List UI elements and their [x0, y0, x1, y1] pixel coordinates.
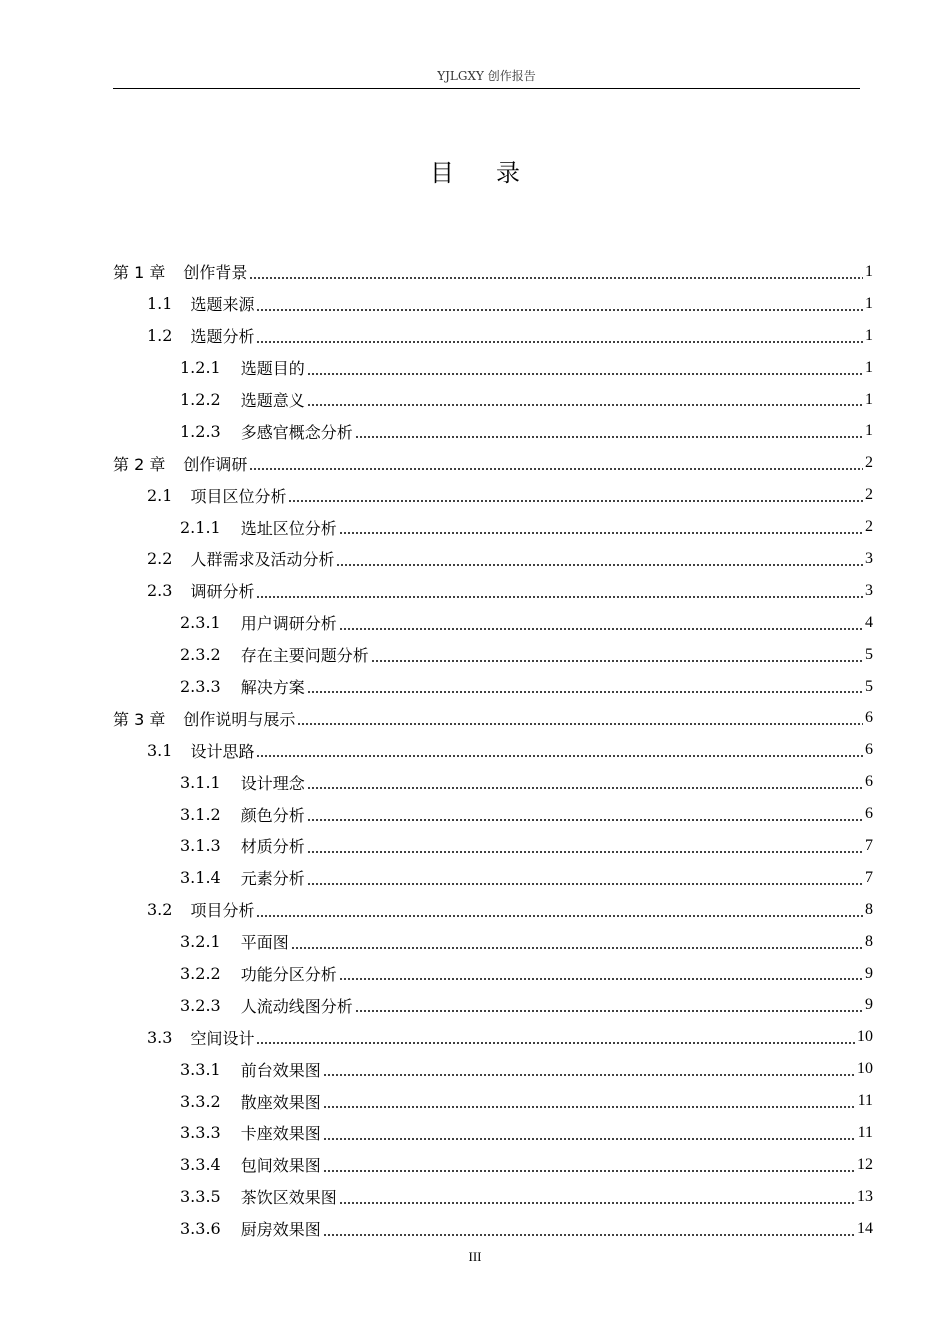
toc-entry-page: 5 [865, 677, 873, 695]
toc-entry-number: 2.3.1 [180, 613, 221, 633]
toc-entry-number: 2.3.3 [180, 677, 221, 697]
toc-entry[interactable] [113, 1085, 873, 1117]
toc-entry[interactable] [113, 352, 873, 384]
toc-entry[interactable] [113, 543, 873, 575]
toc-entry-label: 颜色分析 [240, 805, 305, 825]
toc-entry-number: 3.1.3 [180, 836, 221, 856]
toc-leader-dots [256, 596, 863, 598]
toc-entry-label: 设计思路 [190, 741, 255, 761]
toc-leader-dots [355, 1010, 863, 1012]
toc-entry-page: 7 [865, 868, 873, 886]
toc-entry-page: 14 [857, 1219, 873, 1237]
toc-entry-page: 11 [857, 1123, 873, 1141]
toc-leader-dots [256, 1042, 855, 1044]
toc-entry-label: 人流动线图分析 [240, 996, 353, 1016]
toc-entry-page: 2 [865, 486, 873, 504]
toc-entry[interactable] [113, 639, 873, 671]
header-text: YJLGXY 创作报告 [437, 69, 536, 83]
toc-entry-page: 1 [865, 358, 873, 376]
toc-leader-dots [256, 341, 863, 343]
toc-entry-label: 选题意义 [240, 391, 305, 410]
toc-leader-dots [339, 532, 863, 534]
toc-entry[interactable] [113, 607, 873, 639]
toc-entry-label: 设计理念 [240, 773, 305, 793]
toc-entry[interactable] [113, 671, 873, 703]
toc-entry-page: 5 [865, 645, 873, 663]
toc-entry-label: 选址区位分析 [240, 518, 337, 538]
toc-leader-dots [256, 309, 863, 311]
page-footer [0, 1248, 950, 1266]
toc-entry-page: 8 [865, 932, 873, 950]
toc-entry-page: 11 [857, 1092, 873, 1110]
toc-entry-number: 1.2.2 [180, 390, 221, 409]
toc-entry-page: 12 [857, 1155, 873, 1173]
toc-leader-dots [291, 947, 863, 949]
toc-leader-dots [307, 851, 863, 853]
toc-entry-label: 材质分析 [240, 837, 305, 857]
toc-entry-number: 3.2.3 [180, 995, 221, 1015]
toc-entry-number: 2.1.1 [180, 517, 221, 537]
toc-leader-dots [339, 1202, 855, 1204]
toc-entry-label: 项目区位分析 [190, 486, 287, 506]
toc-entry-page: 1 [865, 422, 873, 440]
page-header [113, 66, 860, 89]
toc-entry-page: 6 [865, 805, 873, 823]
toc-entry[interactable] [113, 1213, 873, 1245]
toc-leader-dots [355, 436, 863, 438]
toc-entry-page: 1 [865, 262, 873, 280]
toc-entry[interactable] [113, 830, 873, 862]
toc-entry-number: 3.3.3 [180, 1123, 221, 1143]
toc-entry[interactable] [113, 384, 873, 416]
toc-entry-label: 散座效果图 [240, 1092, 321, 1112]
toc-entry[interactable] [113, 734, 873, 766]
toc-leader-dots [249, 277, 863, 279]
toc-entry-page: 6 [865, 773, 873, 791]
toc-entry-number: 第 3 章 [113, 709, 166, 729]
toc-entry[interactable] [113, 798, 873, 830]
toc-entry-number: 1.2.1 [180, 358, 221, 378]
toc-leader-dots [307, 691, 863, 693]
toc-leader-dots [288, 500, 863, 502]
toc-entry-label: 前台效果图 [240, 1060, 321, 1080]
toc-entry-number: 3.3.1 [180, 1059, 221, 1079]
toc-entry-number: 1.2 [147, 326, 173, 346]
toc-entry-label: 平面图 [240, 933, 289, 953]
toc-entry-label: 存在主要问题分析 [240, 646, 369, 666]
toc-entry-page: 6 [865, 741, 873, 759]
toc-leader-dots [339, 978, 863, 980]
toc-entry-label: 调研分析 [190, 582, 255, 602]
toc-entry-page: 9 [865, 996, 873, 1014]
toc-entry-page: 1 [865, 326, 873, 344]
toc-entry-label: 包间效果图 [240, 1156, 321, 1176]
toc-entry[interactable] [113, 989, 873, 1021]
table-of-contents [113, 256, 873, 1245]
toc-leader-dots [336, 564, 863, 566]
toc-entry[interactable] [113, 1021, 873, 1053]
toc-entry-page: 3 [865, 549, 873, 567]
toc-entry[interactable] [113, 1117, 873, 1149]
toc-entry-label: 创作说明与展示 [183, 709, 296, 729]
toc-entry-label: 卡座效果图 [240, 1124, 321, 1144]
toc-entry-number: 3.1 [147, 740, 173, 760]
toc-entry-page: 7 [865, 836, 873, 854]
toc-entry-number: 3.1.4 [180, 868, 221, 888]
toc-leader-dots [323, 1234, 855, 1236]
toc-entry-label: 多感官概念分析 [240, 422, 353, 442]
toc-entry-label: 选题分析 [190, 327, 255, 347]
footer-page-number: III [468, 1249, 482, 1264]
toc-entry-number: 3.3.4 [180, 1155, 221, 1175]
toc-entry-page: 3 [865, 581, 873, 599]
toc-entry-label: 创作背景 [183, 263, 248, 283]
toc-entry-number: 3.2.1 [180, 932, 221, 952]
toc-entry[interactable] [113, 958, 873, 990]
toc-entry[interactable] [113, 702, 873, 734]
toc-leader-dots [307, 404, 863, 406]
toc-entry-number: 2.1 [147, 485, 173, 505]
toc-entry[interactable] [113, 1149, 873, 1181]
toc-entry-label: 选题来源 [190, 295, 255, 315]
toc-entry-page: 2 [865, 454, 873, 472]
toc-leader-dots [323, 1170, 855, 1172]
toc-leader-dots [339, 628, 863, 630]
toc-entry[interactable] [113, 256, 873, 288]
toc-leader-dots [307, 819, 863, 821]
toc-entry-label: 用户调研分析 [240, 614, 337, 634]
toc-entry-number: 第 2 章 [113, 454, 166, 474]
toc-entry-number: 3.3.6 [180, 1219, 221, 1239]
toc-entry[interactable] [113, 575, 873, 607]
toc-entry-label: 功能分区分析 [240, 965, 337, 985]
toc-entry-number: 3.1.2 [180, 804, 221, 824]
toc-entry-page: 1 [865, 294, 873, 312]
toc-entry-label: 选题目的 [240, 359, 305, 379]
toc-leader-dots [297, 723, 863, 725]
toc-entry-number: 3.3 [147, 1027, 173, 1047]
toc-entry[interactable] [113, 926, 873, 958]
toc-entry-number: 3.1.1 [180, 772, 221, 792]
toc-entry[interactable] [113, 766, 873, 798]
toc-leader-dots [323, 1106, 856, 1108]
toc-entry-page: 9 [865, 964, 873, 982]
toc-entry-page: 13 [857, 1187, 873, 1205]
toc-entry-label: 解决方案 [240, 678, 305, 698]
toc-entry-label: 厨房效果图 [240, 1220, 321, 1240]
toc-entry-page: 1 [865, 390, 873, 408]
page-title: 目录 [430, 159, 562, 187]
toc-leader-dots [307, 883, 863, 885]
toc-entry-number: 3.3.2 [180, 1091, 221, 1111]
toc-leader-dots [323, 1138, 856, 1140]
toc-entry[interactable] [113, 894, 873, 926]
toc-entry-number: 1.1 [147, 294, 173, 314]
toc-entry-page: 2 [865, 518, 873, 536]
toc-entry-label: 茶饮区效果图 [240, 1188, 337, 1208]
toc-entry-number: 2.2 [147, 549, 173, 569]
toc-entry-number: 3.2 [147, 900, 173, 920]
toc-entry[interactable] [113, 479, 873, 511]
toc-entry[interactable] [113, 320, 873, 352]
toc-entry[interactable] [113, 511, 873, 543]
toc-leader-dots [307, 373, 863, 375]
toc-entry-number: 2.3.2 [180, 645, 221, 665]
toc-leader-dots [249, 468, 863, 470]
toc-entry[interactable] [113, 288, 873, 320]
toc-entry-number: 第 1 章 [113, 263, 166, 283]
toc-leader-dots [256, 755, 863, 757]
toc-entry-page: 6 [865, 709, 873, 727]
toc-entry-page: 10 [857, 1060, 873, 1078]
toc-entry[interactable] [113, 1053, 873, 1085]
toc-entry-number: 1.2.3 [180, 421, 221, 441]
toc-entry-label: 人群需求及活动分析 [190, 550, 335, 570]
toc-entry-page: 8 [865, 900, 873, 918]
toc-leader-dots [371, 660, 863, 662]
toc-entry-label: 元素分析 [240, 869, 305, 889]
toc-entry-number: 3.3.5 [180, 1187, 221, 1207]
toc-entry[interactable] [113, 1181, 873, 1213]
toc-entry-label: 空间设计 [190, 1028, 255, 1048]
toc-entry[interactable] [113, 415, 873, 447]
toc-entry[interactable] [113, 447, 873, 479]
toc-leader-dots [307, 787, 863, 789]
toc-entry-label: 创作调研 [183, 454, 248, 474]
toc-entry-label: 项目分析 [190, 901, 255, 921]
toc-entry[interactable] [113, 862, 873, 894]
toc-leader-dots [323, 1074, 855, 1076]
toc-entry-page: 10 [857, 1028, 873, 1046]
toc-entry-page: 4 [865, 613, 873, 631]
toc-leader-dots [256, 915, 863, 917]
toc-entry-number: 2.3 [147, 581, 173, 601]
toc-entry-number: 3.2.2 [180, 964, 221, 984]
